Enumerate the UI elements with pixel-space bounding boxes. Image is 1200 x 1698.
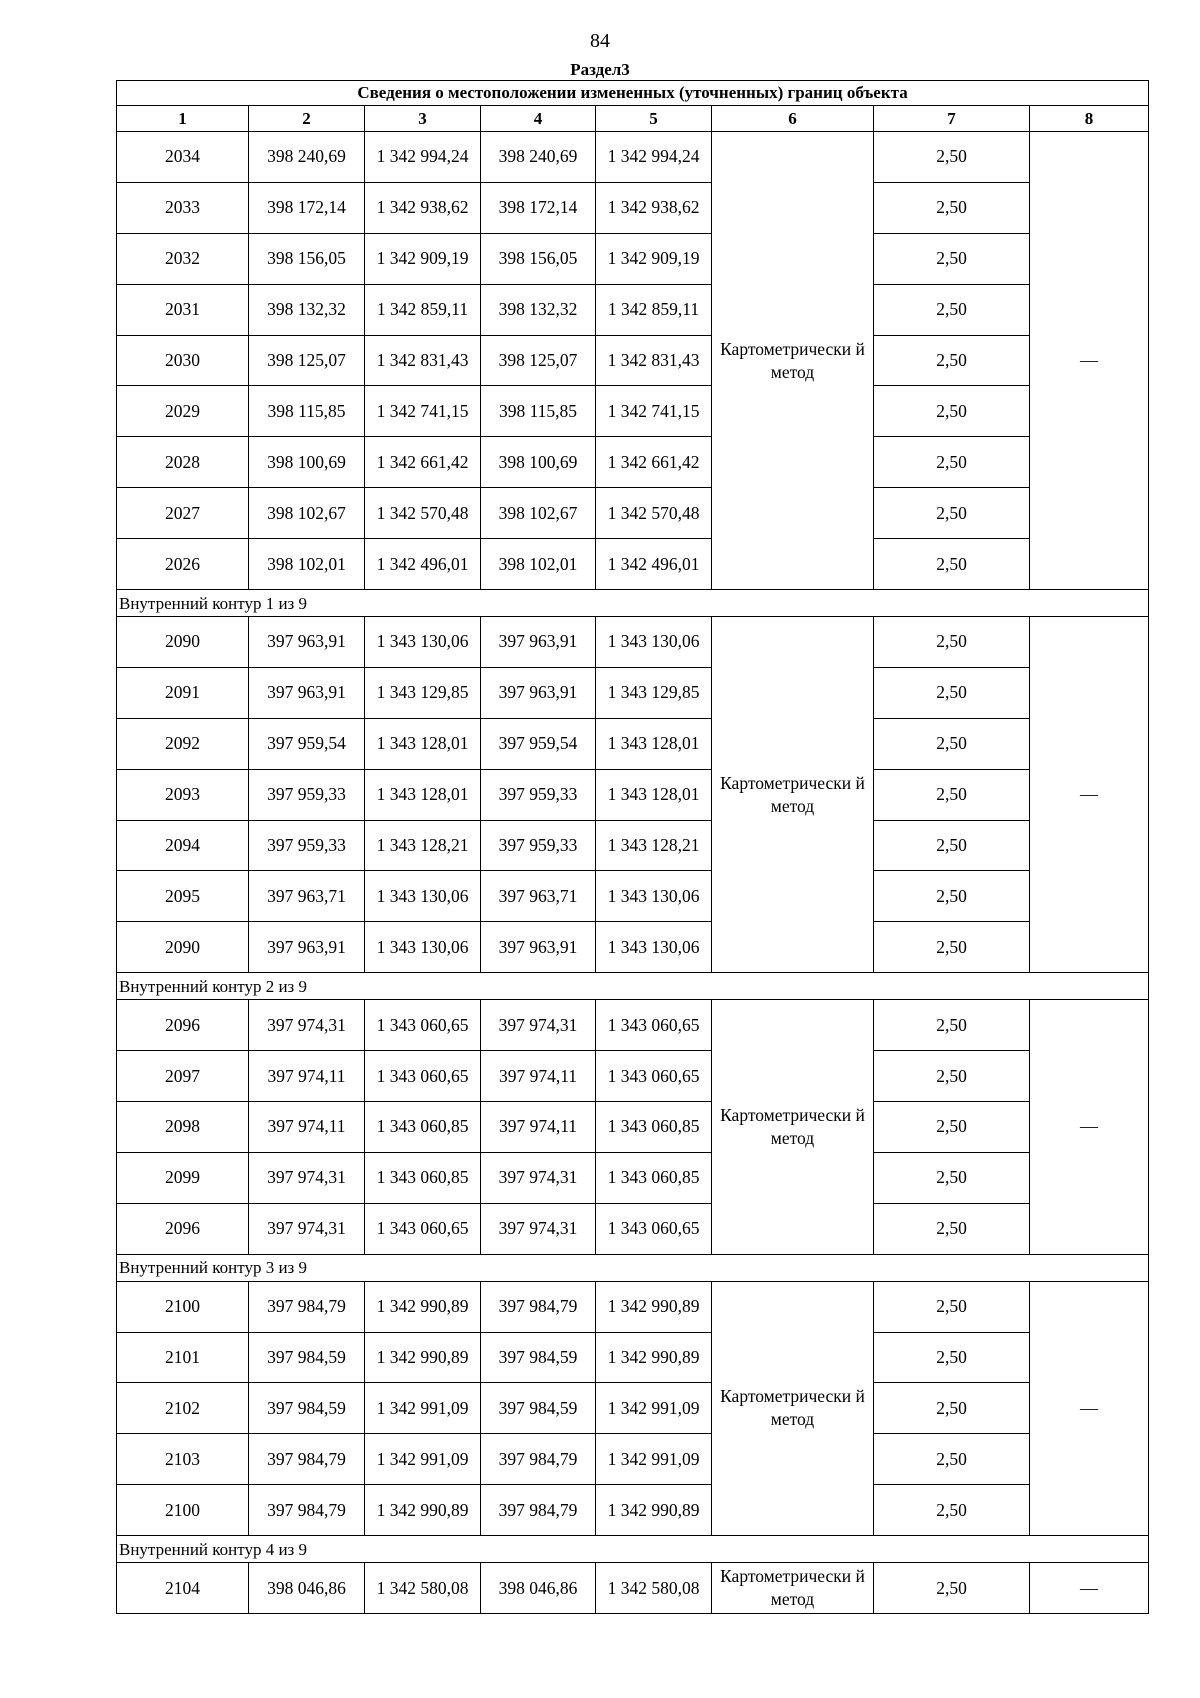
x-coordinate-cell: 398 115,85: [249, 386, 365, 437]
table-row: [117, 1051, 1149, 1102]
x-coordinate-cell: 397 984,79: [481, 1485, 596, 1536]
x-coordinate-cell: 397 963,91: [249, 667, 365, 718]
y-coordinate-cell: 1 342 938,62: [596, 182, 712, 233]
x-coordinate-cell: 397 963,71: [249, 871, 365, 922]
y-coordinate-cell: 1 343 130,06: [365, 871, 481, 922]
point-number-cell: 2102: [117, 1383, 249, 1434]
point-number-cell: 2034: [117, 132, 249, 183]
y-coordinate-cell: 1 343 130,06: [596, 871, 712, 922]
point-number-cell: 2090: [117, 922, 249, 973]
y-coordinate-cell: 1 342 909,19: [365, 233, 481, 284]
point-number-cell: 2100: [117, 1281, 249, 1332]
table-row: [117, 1434, 1149, 1485]
x-coordinate-cell: 397 984,79: [249, 1434, 365, 1485]
point-number-cell: 2096: [117, 1203, 249, 1254]
table-row: [117, 1383, 1149, 1434]
table-row: [117, 488, 1149, 539]
accuracy-cell: 2,50: [874, 437, 1030, 488]
y-coordinate-cell: 1 342 859,11: [365, 284, 481, 335]
column-number: 5: [596, 106, 712, 132]
y-coordinate-cell: 1 342 580,08: [596, 1563, 712, 1614]
table-row: [117, 233, 1149, 284]
table-row: [117, 718, 1149, 769]
method-cell: Картометрически й метод: [712, 617, 874, 973]
x-coordinate-cell: 397 974,11: [481, 1051, 596, 1102]
x-coordinate-cell: 397 959,33: [249, 820, 365, 871]
x-coordinate-cell: 397 974,31: [481, 1000, 596, 1051]
page-number: 84: [590, 30, 610, 52]
contour-label-row: [117, 973, 1149, 1000]
accuracy-cell: 2,50: [874, 284, 1030, 335]
y-coordinate-cell: 1 343 130,06: [365, 922, 481, 973]
table-row: [117, 437, 1149, 488]
x-coordinate-cell: 397 974,31: [481, 1152, 596, 1203]
y-coordinate-cell: 1 342 991,09: [596, 1434, 712, 1485]
table-row: [117, 1203, 1149, 1254]
x-coordinate-cell: 398 125,07: [481, 335, 596, 386]
y-coordinate-cell: 1 342 661,42: [596, 437, 712, 488]
y-coordinate-cell: 1 343 129,85: [365, 667, 481, 718]
accuracy-cell: 2,50: [874, 132, 1030, 183]
x-coordinate-cell: 398 172,14: [481, 182, 596, 233]
y-coordinate-cell: 1 342 741,15: [596, 386, 712, 437]
x-coordinate-cell: 397 984,59: [249, 1383, 365, 1434]
point-number-cell: 2097: [117, 1051, 249, 1102]
x-coordinate-cell: 397 974,31: [481, 1203, 596, 1254]
method-cell: Картометрически й метод: [712, 132, 874, 590]
point-number-cell: 2094: [117, 820, 249, 871]
accuracy-cell: 2,50: [874, 1383, 1030, 1434]
point-number-cell: 2098: [117, 1102, 249, 1153]
y-coordinate-cell: 1 343 060,65: [365, 1203, 481, 1254]
y-coordinate-cell: 1 342 991,09: [596, 1383, 712, 1434]
y-coordinate-cell: 1 342 991,09: [365, 1383, 481, 1434]
y-coordinate-cell: 1 343 130,06: [596, 617, 712, 668]
accuracy-cell: 2,50: [874, 1281, 1030, 1332]
y-coordinate-cell: 1 342 938,62: [365, 182, 481, 233]
x-coordinate-cell: 398 102,67: [249, 488, 365, 539]
x-coordinate-cell: 398 240,69: [481, 132, 596, 183]
y-coordinate-cell: 1 343 128,01: [596, 769, 712, 820]
accuracy-cell: 2,50: [874, 1434, 1030, 1485]
x-coordinate-cell: 397 974,31: [249, 1152, 365, 1203]
y-coordinate-cell: 1 342 859,11: [596, 284, 712, 335]
y-coordinate-cell: 1 342 909,19: [596, 233, 712, 284]
table-row: [117, 617, 1149, 668]
y-coordinate-cell: 1 342 741,15: [365, 386, 481, 437]
y-coordinate-cell: 1 343 060,85: [596, 1102, 712, 1153]
contour-label: Внутренний контур 3 из 9: [117, 1254, 1149, 1281]
x-coordinate-cell: 397 974,31: [249, 1000, 365, 1051]
column-number: 8: [1030, 106, 1149, 132]
x-coordinate-cell: 397 984,59: [249, 1332, 365, 1383]
accuracy-cell: 2,50: [874, 1485, 1030, 1536]
table-row: [117, 667, 1149, 718]
y-coordinate-cell: 1 342 990,89: [596, 1281, 712, 1332]
x-coordinate-cell: 397 959,54: [249, 718, 365, 769]
y-coordinate-cell: 1 343 128,21: [596, 820, 712, 871]
column-8-cell: —: [1030, 132, 1149, 590]
point-number-cell: 2101: [117, 1332, 249, 1383]
table-row: [117, 1102, 1149, 1153]
x-coordinate-cell: 397 963,91: [249, 617, 365, 668]
y-coordinate-cell: 1 342 990,89: [365, 1485, 481, 1536]
x-coordinate-cell: 398 046,86: [481, 1563, 596, 1614]
table-row: [117, 922, 1149, 973]
accuracy-cell: 2,50: [874, 488, 1030, 539]
y-coordinate-cell: 1 343 128,01: [365, 769, 481, 820]
x-coordinate-cell: 398 102,01: [481, 539, 596, 590]
method-cell: Картометрически й метод: [712, 1281, 874, 1535]
y-coordinate-cell: 1 342 661,42: [365, 437, 481, 488]
method-cell: Картометрически й метод: [712, 1000, 874, 1254]
contour-label-row: [117, 590, 1149, 617]
x-coordinate-cell: 397 963,91: [481, 667, 596, 718]
accuracy-cell: 2,50: [874, 1051, 1030, 1102]
contour-label: Внутренний контур 4 из 9: [117, 1536, 1149, 1563]
x-coordinate-cell: 397 959,33: [249, 769, 365, 820]
coordinates-table: [116, 80, 1149, 1614]
contour-label-row: [117, 1254, 1149, 1281]
point-number-cell: 2096: [117, 1000, 249, 1051]
accuracy-cell: 2,50: [874, 1152, 1030, 1203]
y-coordinate-cell: 1 343 128,21: [365, 820, 481, 871]
column-8-cell: —: [1030, 1281, 1149, 1535]
y-coordinate-cell: 1 343 060,65: [365, 1000, 481, 1051]
y-coordinate-cell: 1 342 570,48: [365, 488, 481, 539]
table-row: [117, 1152, 1149, 1203]
x-coordinate-cell: 397 974,11: [249, 1051, 365, 1102]
contour-label: Внутренний контур 2 из 9: [117, 973, 1149, 1000]
x-coordinate-cell: 397 984,79: [249, 1281, 365, 1332]
column-number: 2: [249, 106, 365, 132]
point-number-cell: 2091: [117, 667, 249, 718]
x-coordinate-cell: 398 046,86: [249, 1563, 365, 1614]
accuracy-cell: 2,50: [874, 1563, 1030, 1614]
accuracy-cell: 2,50: [874, 233, 1030, 284]
column-8-cell: —: [1030, 1563, 1149, 1614]
y-coordinate-cell: 1 343 060,65: [596, 1203, 712, 1254]
y-coordinate-cell: 1 343 130,06: [365, 617, 481, 668]
x-coordinate-cell: 398 102,01: [249, 539, 365, 590]
y-coordinate-cell: 1 342 496,01: [365, 539, 481, 590]
x-coordinate-cell: 397 959,54: [481, 718, 596, 769]
x-coordinate-cell: 397 984,79: [481, 1434, 596, 1485]
x-coordinate-cell: 398 100,69: [249, 437, 365, 488]
accuracy-cell: 2,50: [874, 617, 1030, 668]
x-coordinate-cell: 397 963,91: [249, 922, 365, 973]
table-body: [117, 81, 1149, 1614]
x-coordinate-cell: 398 172,14: [249, 182, 365, 233]
y-coordinate-cell: 1 343 128,01: [596, 718, 712, 769]
y-coordinate-cell: 1 343 060,65: [596, 1051, 712, 1102]
point-number-cell: 2103: [117, 1434, 249, 1485]
x-coordinate-cell: 398 125,07: [249, 335, 365, 386]
y-coordinate-cell: 1 342 990,89: [365, 1281, 481, 1332]
table-row: [117, 132, 1149, 183]
x-coordinate-cell: 397 963,71: [481, 871, 596, 922]
y-coordinate-cell: 1 342 991,09: [365, 1434, 481, 1485]
y-coordinate-cell: 1 342 990,89: [596, 1332, 712, 1383]
y-coordinate-cell: 1 343 060,65: [365, 1051, 481, 1102]
accuracy-cell: 2,50: [874, 335, 1030, 386]
point-number-cell: 2031: [117, 284, 249, 335]
accuracy-cell: 2,50: [874, 1203, 1030, 1254]
point-number-cell: 2032: [117, 233, 249, 284]
y-coordinate-cell: 1 343 128,01: [365, 718, 481, 769]
y-coordinate-cell: 1 342 990,89: [596, 1485, 712, 1536]
table-caption: Сведения о местоположении измененных (уточненных) границ объекта: [117, 81, 1149, 106]
column-number: 7: [874, 106, 1030, 132]
x-coordinate-cell: 397 974,11: [481, 1102, 596, 1153]
x-coordinate-cell: 398 102,67: [481, 488, 596, 539]
x-coordinate-cell: 397 959,33: [481, 820, 596, 871]
accuracy-cell: 2,50: [874, 871, 1030, 922]
accuracy-cell: 2,50: [874, 718, 1030, 769]
y-coordinate-cell: 1 342 580,08: [365, 1563, 481, 1614]
column-8-cell: —: [1030, 617, 1149, 973]
x-coordinate-cell: 397 963,91: [481, 922, 596, 973]
x-coordinate-cell: 398 156,05: [481, 233, 596, 284]
point-number-cell: 2030: [117, 335, 249, 386]
point-number-cell: 2027: [117, 488, 249, 539]
x-coordinate-cell: 397 984,59: [481, 1383, 596, 1434]
y-coordinate-cell: 1 343 060,85: [365, 1102, 481, 1153]
point-number-cell: 2100: [117, 1485, 249, 1536]
accuracy-cell: 2,50: [874, 769, 1030, 820]
x-coordinate-cell: 397 984,79: [481, 1281, 596, 1332]
table-row: [117, 335, 1149, 386]
table-row: [117, 539, 1149, 590]
table-row: [117, 871, 1149, 922]
point-number-cell: 2099: [117, 1152, 249, 1203]
column-number: 4: [481, 106, 596, 132]
accuracy-cell: 2,50: [874, 1102, 1030, 1153]
x-coordinate-cell: 398 115,85: [481, 386, 596, 437]
table-row: [117, 1485, 1149, 1536]
table-row: [117, 1563, 1149, 1614]
y-coordinate-cell: 1 343 129,85: [596, 667, 712, 718]
accuracy-cell: 2,50: [874, 1332, 1030, 1383]
point-number-cell: 2026: [117, 539, 249, 590]
accuracy-cell: 2,50: [874, 539, 1030, 590]
x-coordinate-cell: 398 156,05: [249, 233, 365, 284]
y-coordinate-cell: 1 342 496,01: [596, 539, 712, 590]
column-number: 3: [365, 106, 481, 132]
accuracy-cell: 2,50: [874, 667, 1030, 718]
x-coordinate-cell: 398 132,32: [481, 284, 596, 335]
contour-label-row: [117, 1536, 1149, 1563]
accuracy-cell: 2,50: [874, 820, 1030, 871]
point-number-cell: 2028: [117, 437, 249, 488]
accuracy-cell: 2,50: [874, 386, 1030, 437]
x-coordinate-cell: 397 984,59: [481, 1332, 596, 1383]
table-row: [117, 284, 1149, 335]
x-coordinate-cell: 397 984,79: [249, 1485, 365, 1536]
point-number-cell: 2095: [117, 871, 249, 922]
table-caption-row: [117, 81, 1149, 106]
table-row: [117, 1000, 1149, 1051]
column-number: 6: [712, 106, 874, 132]
y-coordinate-cell: 1 343 060,85: [365, 1152, 481, 1203]
x-coordinate-cell: 398 132,32: [249, 284, 365, 335]
column-8-cell: —: [1030, 1000, 1149, 1254]
x-coordinate-cell: 398 100,69: [481, 437, 596, 488]
accuracy-cell: 2,50: [874, 182, 1030, 233]
y-coordinate-cell: 1 342 994,24: [596, 132, 712, 183]
point-number-cell: 2029: [117, 386, 249, 437]
method-cell: Картометрически й метод: [712, 1563, 874, 1614]
y-coordinate-cell: 1 342 994,24: [365, 132, 481, 183]
column-number-row: [117, 106, 1149, 132]
y-coordinate-cell: 1 343 060,85: [596, 1152, 712, 1203]
y-coordinate-cell: 1 343 060,65: [596, 1000, 712, 1051]
x-coordinate-cell: 398 240,69: [249, 132, 365, 183]
y-coordinate-cell: 1 342 831,43: [596, 335, 712, 386]
accuracy-cell: 2,50: [874, 1000, 1030, 1051]
x-coordinate-cell: 397 963,91: [481, 617, 596, 668]
table-row: [117, 182, 1149, 233]
point-number-cell: 2104: [117, 1563, 249, 1614]
table-row: [117, 820, 1149, 871]
column-number: 1: [117, 106, 249, 132]
x-coordinate-cell: 397 959,33: [481, 769, 596, 820]
table-row: [117, 386, 1149, 437]
y-coordinate-cell: 1 343 130,06: [596, 922, 712, 973]
point-number-cell: 2090: [117, 617, 249, 668]
x-coordinate-cell: 397 974,31: [249, 1203, 365, 1254]
y-coordinate-cell: 1 342 831,43: [365, 335, 481, 386]
section-title: Раздел3: [570, 60, 630, 79]
accuracy-cell: 2,50: [874, 922, 1030, 973]
point-number-cell: 2093: [117, 769, 249, 820]
table-row: [117, 1332, 1149, 1383]
table-row: [117, 1281, 1149, 1332]
x-coordinate-cell: 397 974,11: [249, 1102, 365, 1153]
table-row: [117, 769, 1149, 820]
point-number-cell: 2092: [117, 718, 249, 769]
y-coordinate-cell: 1 342 990,89: [365, 1332, 481, 1383]
contour-label: Внутренний контур 1 из 9: [117, 590, 1149, 617]
point-number-cell: 2033: [117, 182, 249, 233]
y-coordinate-cell: 1 342 570,48: [596, 488, 712, 539]
